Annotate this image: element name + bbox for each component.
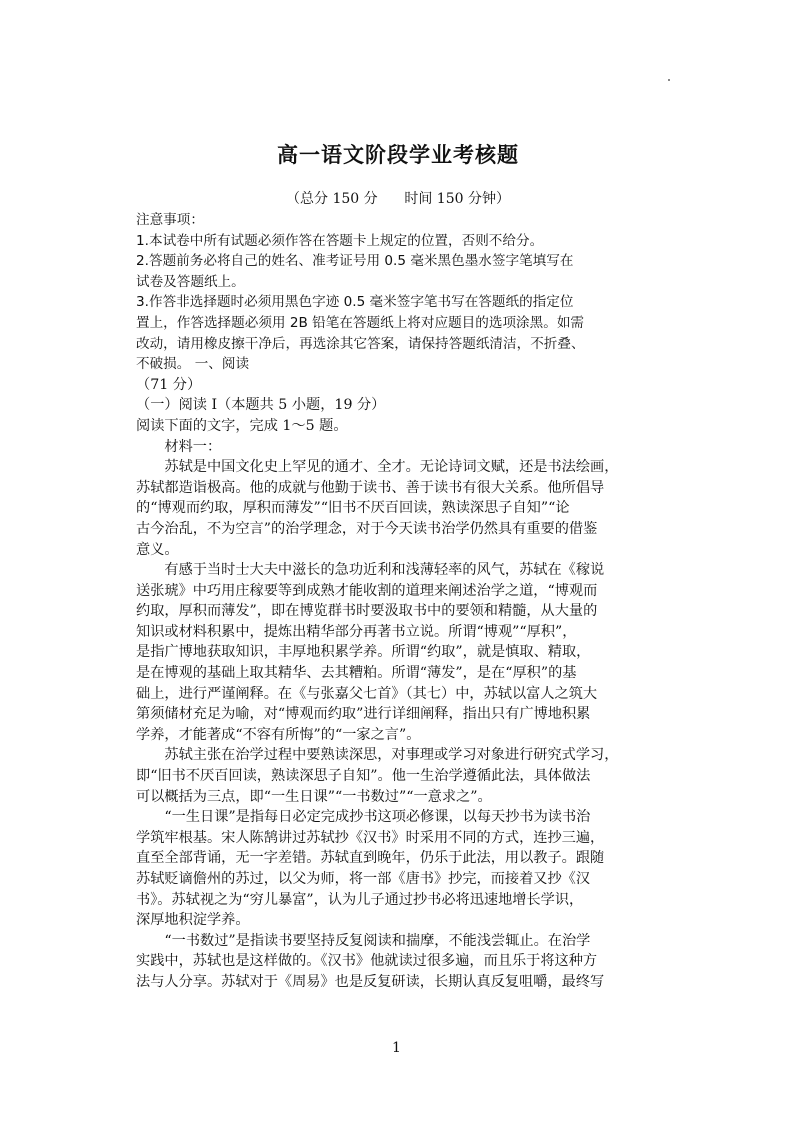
paragraph-line: 苏轼是中国文化史上罕见的通才、全才。无论诗词文赋，还是书法绘画， [164, 459, 619, 476]
page-number: 1 [392, 1040, 401, 1056]
subsection-heading: （一）阅读 I（本题共 5 小题，19 分） [136, 397, 386, 414]
paragraph-line: 苏轼主张在治学过程中要熟读深思，对事理或学习对象进行研究式学习， [164, 747, 619, 764]
paragraph-line: 苏轼都造诣极高。他的成就与他勤于读书、善于读书有很大关系。他所倡导 [136, 479, 605, 496]
notice-line: 改动，请用橡皮擦干净后，再选涂其它答案，请保持答题纸清洁，不折叠、 [136, 335, 585, 352]
paragraph-line: 意义。 [136, 541, 179, 558]
paragraph-line: 苏轼贬谪儋州的苏过，以父为师，将一部《唐书》抄完，而接着又抄《汉 [136, 871, 591, 887]
paragraph-line: 是在博观的基础上取其精华、去其糟粕。所谓“薄发”，是在“厚积”的基 [136, 665, 577, 682]
paragraph-line: 古今治乱，不为空言”的治学理念，对于今天读书治学仍然具有重要的借鉴 [136, 520, 598, 537]
paragraph-line: 送张琥》中巧用庄稼要等到成熟才能收割的道理来阐述治学之道，“博观而 [136, 582, 598, 599]
paragraph-line: 有感于当时士大夫中滋长的急功近利和浅薄轻率的风气，苏轼在《稼说 [164, 562, 605, 579]
paragraph-line: “一生日课”是指每日必定完成抄书这项必修课，以每天抄书为读书治 [164, 809, 591, 826]
paragraph-line: 学筑牢根基。宋人陈鹄讲过苏轼抄《汉书》时采用不同的方式，连抄三遍， [136, 829, 605, 846]
paragraph-line: 是指广博地获取知识，丰厚地积累学养。所谓“约取”，就是慎取、精取， [136, 644, 591, 661]
paragraph-2 [136, 560, 660, 745]
notice-line: 1.本试卷中所有试题必须作答在答题卡上规定的位置，否则不给分。 [136, 232, 544, 249]
paragraph-line: 法与人分享。苏轼对于《周易》也是反复研读，长期认真反复咀嚼，最终写 [136, 973, 605, 990]
notice-heading: 注意事项： [136, 212, 204, 228]
paragraph-line: 的“博观而约取，厚积而薄发”“旧书不厌百回读，熟读深思子自知”“论 [136, 500, 570, 517]
notice-line: 不破损。 一、阅读 [136, 356, 250, 373]
material-label: 材料一： [164, 438, 222, 455]
paragraph-line: 础上，进行严谨阐释。在《与张嘉父七首》（其七）中，苏轼以富人之筑大 [136, 685, 598, 702]
notice-line: 3.作答非选择题时必须用黑色字迹 0.5 毫米签字笔书写在答题纸的指定位 [136, 294, 574, 311]
paragraph-line: 实践中，苏轼也是这样做的。《汉书》他就读过很多遍，而且乐于将这种方 [136, 953, 598, 970]
notice-line: 2.答题前务必将自己的姓名、准考证号用 0.5 毫米黑色墨水签字笔填写在 [136, 253, 574, 270]
exam-subtitle: （总分 150 分 时间 150 分钟） [286, 191, 510, 207]
paragraph-line: 第须储材充足为喻，对“博观而约取”进行详细阐释，指出只有广博地积累 [136, 706, 591, 723]
notice-list [136, 231, 660, 375]
notice-line: 置上，作答选择题必须用 2B 铅笔在答题纸上将对应题目的选项涂黑。如需 [136, 314, 585, 331]
paragraph-5 [136, 931, 660, 993]
paragraph-line: 深厚地积淀学养。 [136, 912, 250, 929]
paragraph-line: 约取，厚积而薄发”，即在博览群书时要汲取书中的要领和精髓，从大量的 [136, 603, 598, 620]
paragraph-line: 知识或材料积累中，提炼出精华部分再著书立说。所谓“博观”“厚积”， [136, 623, 577, 640]
notice-line: 试卷及答题纸上。 [136, 273, 245, 290]
paragraph-line: 即“旧书不厌百回读，熟读深思子自知”。他一生治学遵循此法，具体做法 [136, 768, 591, 785]
section-score: （71 分） [136, 376, 202, 393]
paragraph-line: 学养，才能著成“不容有所悔”的“一家之言”。 [136, 726, 421, 743]
paragraph-line: 直至全部背诵，无一字差错。苏轼直到晚年，仍乐于此法，用以教子。跟随 [136, 850, 605, 867]
paragraph-line: 可以概括为三点，即“一生日课”“一书数过”“一意求之”。 [136, 788, 492, 805]
reading-instruction: 阅读下面的文字，完成 1～5 题。 [136, 417, 348, 434]
paragraph-3 [136, 745, 660, 807]
scan-speck [668, 79, 670, 81]
paragraph-4 [136, 807, 660, 931]
paragraph-1 [136, 457, 660, 560]
exam-title: 高一语文阶段学业考核题 [277, 142, 519, 167]
paragraph-line: 书》。苏轼视之为“穷儿暴富”，认为儿子通过抄书必将迅速地增长学识， [136, 891, 584, 908]
document-content [136, 140, 660, 993]
paragraph-line: “一书数过”是指读书要坚持反复阅读和揣摩，不能浅尝辄止。在治学 [164, 932, 591, 949]
